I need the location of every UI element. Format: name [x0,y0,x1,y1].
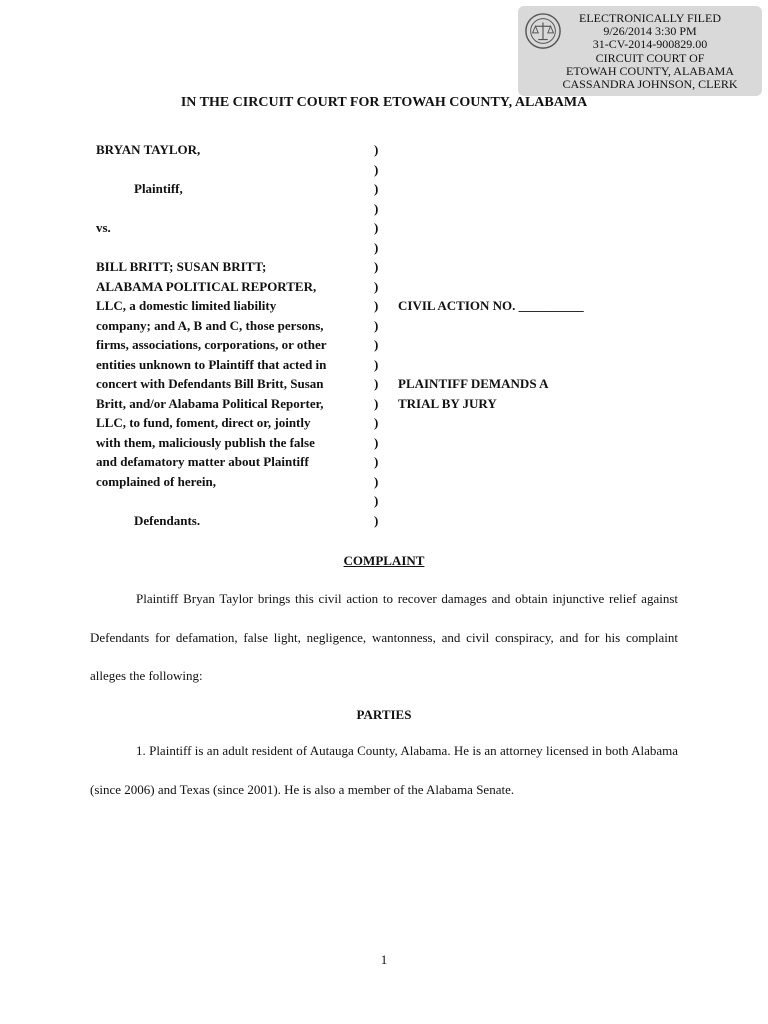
paren: ) [374,434,379,450]
defendant-line: firms, associations, corporations, or other [96,337,327,352]
defendant-line: Britt, and/or Alabama Political Reporter, [96,395,324,411]
case-caption-parties [96,140,371,530]
paren: ) [374,259,379,274]
defendant-line: ALABAMA POLITICAL REPORTER, [96,278,317,294]
paren: ) [374,278,379,294]
paren: ) [374,376,379,391]
paren: ) [374,415,379,430]
defendant-line: entities unknown to Plaintiff that acted in [96,356,327,372]
defendant-line: and defamatory matter about Plaintiff [96,454,309,469]
plaintiff-role: Plaintiff, [134,181,183,196]
civil-action-number: CIVIL ACTION NO. __________ [398,298,584,313]
jury-demand-line-2: TRIAL BY JURY [398,395,497,411]
filing-stamp [518,6,762,96]
defendant-line: complained of herein, [96,473,217,489]
parties-heading: PARTIES [356,707,412,722]
paren: ) [374,161,379,177]
stamp-line: CIRCUIT COURT OF [595,50,705,65]
paren: ) [374,395,379,411]
complaint-heading: COMPLAINT [343,553,425,568]
stamp-line: ELECTRONICALLY FILED [578,11,721,25]
plaintiff-name: BRYAN TAYLOR, [96,142,201,157]
paren: ) [374,454,379,469]
stamp-line: ETOWAH COUNTY, ALABAMA [566,63,734,78]
jury-demand-line-1: PLAINTIFF DEMANDS A [398,376,549,391]
defendant-line: concert with Defendants Bill Britt, Susan [96,376,324,391]
defendant-line: LLC, to fund, foment, direct or, jointly [96,415,311,430]
paren: ) [374,356,379,372]
page-number: 1 [380,952,388,967]
paren: ) [374,220,379,235]
versus-label: vs. [96,220,111,235]
paren: ) [374,473,379,489]
intro-paragraph: Plaintiff Bryan Taylor brings this civil action to recover damages and obtain injunctive relief against Defendants for defamation, false light, negligence, wantonness, and civil conspiracy, and for his complaint alleges the following: [90,591,678,683]
stamp-line: CASSANDRA JOHNSON, CLERK [562,77,738,92]
court-title: IN THE CIRCUIT COURT FOR ETOWAH COUNTY, ALABAMA [180,95,588,110]
paren: ) [374,142,379,157]
defendant-line: LLC, a domestic limited liability [96,298,277,313]
paren: ) [374,181,379,196]
paragraph-1: 1. Plaintiff is an adult resident of Autauga County, Alabama. He is an attorney licensed in both Alabama (since 2006) and Texas (since 2001). He is also a member of the Alabama Senate. [90,743,678,797]
paren: ) [374,493,379,508]
defendant-line: company; and A, B and C, those persons, [96,317,324,333]
paren: ) [374,200,379,216]
stamp-text [540,12,760,91]
paren: ) [374,512,379,528]
defendant-line: BILL BRITT; SUSAN BRITT; [96,259,267,274]
paren: ) [374,239,379,255]
stamp-line: 31-CV-2014-900829.00 [592,37,708,52]
defendant-line: with them, maliciously publish the false [96,434,315,450]
paren: ) [374,298,379,313]
paren: ) [374,317,379,333]
defendant-role: Defendants. [134,512,201,528]
caption-divider [374,140,384,530]
paren: ) [374,337,379,352]
stamp-line: 9/26/2014 3:30 PM [603,24,697,39]
